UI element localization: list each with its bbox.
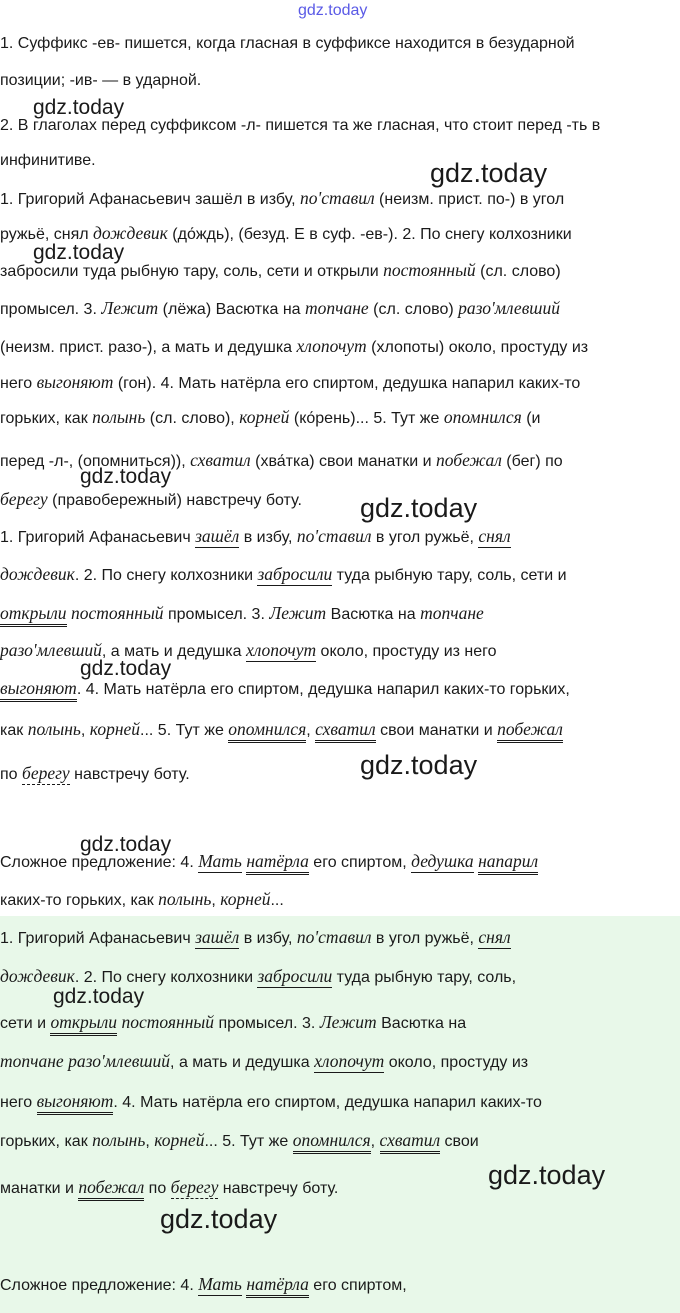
- word: разо'млевший: [458, 298, 561, 318]
- watermark: gdz.today: [33, 241, 125, 264]
- word: берегу: [22, 763, 70, 783]
- word: выгоняют: [0, 678, 77, 702]
- complex-line: Сложное предложение: 4. Мать натёрла его спиртом, дедушка напарил: [0, 851, 538, 873]
- word: побежал: [78, 1177, 144, 1201]
- answer-line: сети и открыли постоянный промысел. 3. Лежит Васютка на: [0, 1012, 466, 1034]
- word: Мать: [198, 851, 242, 871]
- word: схватил: [380, 1130, 441, 1154]
- word: открыли: [50, 1012, 117, 1036]
- word: хлопочут: [245, 640, 317, 660]
- watermark: gdz.today: [80, 833, 172, 856]
- word: корней: [89, 719, 141, 739]
- answer-line: него выгоняют. 4. Мать натёрла его спиртом, дедушка напарил каких-то: [0, 1091, 542, 1113]
- answer-complex-line: Сложное предложение: 4. Мать натёрла его спиртом,: [0, 1274, 407, 1296]
- word: побежал: [436, 450, 502, 470]
- exercise-line: перед -л-, (опомниться)), схватил (хва́тка) свои манатки и побежал (бег) по: [0, 450, 563, 470]
- exercise-line: (неизм. прист. разо-), а мать и дедушка хлопочут (хлопоты) около, простуду из: [0, 336, 589, 356]
- word: дождевик: [0, 966, 75, 986]
- word: натёрла: [246, 1274, 309, 1298]
- parsed-line: 1. Григорий Афанасьевич зашёл в избу, по'ставил в угол ружьё, снял: [0, 526, 511, 546]
- watermark: gdz.today: [160, 1204, 278, 1234]
- word: Лежит: [101, 298, 159, 318]
- rule-line: 1. Суффикс -ев- пишется, когда гласная в суффиксе находится в безударной: [0, 35, 575, 52]
- parsed-line: выгоняют. 4. Мать натёрла его спиртом, дедушка напарил каких-то горьких,: [0, 678, 570, 700]
- word: зашёл: [195, 927, 240, 947]
- word: забросили: [257, 966, 333, 986]
- exercise-line: горьких, как полынь (сл. слово), корней (ко́рень)... 5. Тут же опомнился (и: [0, 407, 541, 427]
- word: полынь: [92, 407, 146, 427]
- watermark: gdz.today: [80, 657, 172, 680]
- answer-line: дождевик. 2. По снегу колхозники забросили туда рыбную тару, соль,: [0, 966, 517, 986]
- exercise-line: 1. Григорий Афанасьевич зашёл в избу, по'ставил (неизм. прист. по-) в угол: [0, 188, 565, 208]
- word: корней: [239, 407, 290, 427]
- word: топчане: [305, 298, 369, 318]
- watermark: gdz.today: [53, 985, 145, 1008]
- watermark: gdz.today: [360, 493, 478, 523]
- answer-line: манатки и побежал по берегу навстречу боту.: [0, 1177, 338, 1199]
- parsed-line: открыли постоянный промысел. 3. Лежит Васютка на топчане: [0, 603, 484, 625]
- watermark: gdz.today: [298, 2, 368, 19]
- word: постоянный: [71, 603, 164, 623]
- exercise-line: ружьё, снял дождевик (до́ждь), (безуд. Е в суф. -ев-). 2. По снегу колхозники: [0, 223, 572, 243]
- word: полынь: [92, 1130, 146, 1150]
- watermark: gdz.today: [360, 750, 478, 780]
- parsed-line: дождевик. 2. По снегу колхозники забросили туда рыбную тару, соль, сети и: [0, 564, 567, 584]
- rule-line: инфинитиве.: [0, 152, 96, 169]
- watermark: gdz.today: [33, 96, 125, 119]
- word: топчане: [420, 603, 484, 623]
- word: дождевик: [0, 564, 75, 584]
- word: напарил: [478, 851, 538, 875]
- word: опомнился: [228, 719, 306, 743]
- word: по'ставил: [296, 526, 372, 546]
- watermark: gdz.today: [80, 465, 172, 488]
- answer-line: 1. Григорий Афанасьевич зашёл в избу, по'ставил в угол ружьё, снял: [0, 927, 511, 947]
- word: хлопочут: [296, 336, 367, 356]
- word: дождевик: [93, 223, 168, 243]
- word: снял: [478, 526, 511, 546]
- word: разо'млевший: [0, 640, 102, 660]
- word: хлопочут: [314, 1051, 385, 1071]
- word: по'ставил: [296, 927, 372, 947]
- watermark: gdz.today: [430, 158, 548, 188]
- word: выгоняют: [36, 372, 114, 392]
- word: по'ставил: [299, 188, 375, 208]
- exercise-line: берегу (правобережный) навстречу боту.: [0, 489, 302, 509]
- word: схватил: [315, 719, 376, 743]
- word: корней: [220, 889, 271, 909]
- word: забросили: [257, 564, 333, 584]
- word: опомнился: [293, 1130, 371, 1154]
- rule-line: позиции; -ив- — в ударной.: [0, 72, 202, 89]
- word: разо'млевший: [68, 1051, 171, 1071]
- word: Лежит: [319, 1012, 377, 1032]
- word: Лежит: [269, 603, 327, 623]
- word: Мать: [198, 1274, 242, 1294]
- parsed-line: как полынь, корней... 5. Тут же опомнился, схватил свои манатки и побежал: [0, 719, 563, 741]
- watermark: gdz.today: [488, 1160, 606, 1190]
- word: берегу: [170, 1177, 219, 1197]
- word: корней: [154, 1130, 205, 1150]
- word: берегу: [0, 489, 48, 509]
- parsed-line: разо'млевший, а мать и дедушка хлопочут около, простуду из него: [0, 640, 497, 660]
- word: опомнился: [443, 407, 522, 427]
- rule-line: 2. В глаголах перед суффиксом -л- пишется та же гласная, что стоит перед -ть в: [0, 117, 601, 134]
- word: открыли: [0, 603, 67, 627]
- word: натёрла: [246, 851, 309, 875]
- word: снял: [478, 927, 511, 947]
- complex-line: каких-то горьких, как полынь, корней...: [0, 889, 284, 909]
- word: выгоняют: [37, 1091, 114, 1115]
- exercise-line: забросили туда рыбную тару, соль, сети и открыли постоянный (сл. слово): [0, 260, 561, 280]
- parsed-line: по берегу навстречу боту.: [0, 763, 190, 783]
- exercise-line: промысел. 3. Лежит (лёжа) Васютка на топчане (сл. слово) разо'млевший: [0, 298, 561, 318]
- word: постоянный: [383, 260, 476, 280]
- word: дедушка: [411, 851, 474, 871]
- word: постоянный: [121, 1012, 215, 1032]
- word: полынь: [27, 719, 81, 739]
- answer-line: топчане разо'млевший, а мать и дедушка хлопочут около, простуду из: [0, 1051, 529, 1071]
- answer-line: горьких, как полынь, корней... 5. Тут же опомнился, схватил свои: [0, 1130, 479, 1152]
- word: схватил: [190, 450, 251, 470]
- exercise-line: него выгоняют (гон). 4. Мать натёрла его спиртом, дедушка напарил каких-то: [0, 372, 581, 392]
- word: топчане: [0, 1051, 64, 1071]
- word: побежал: [497, 719, 563, 743]
- word: полынь: [158, 889, 212, 909]
- word: зашёл: [195, 526, 240, 546]
